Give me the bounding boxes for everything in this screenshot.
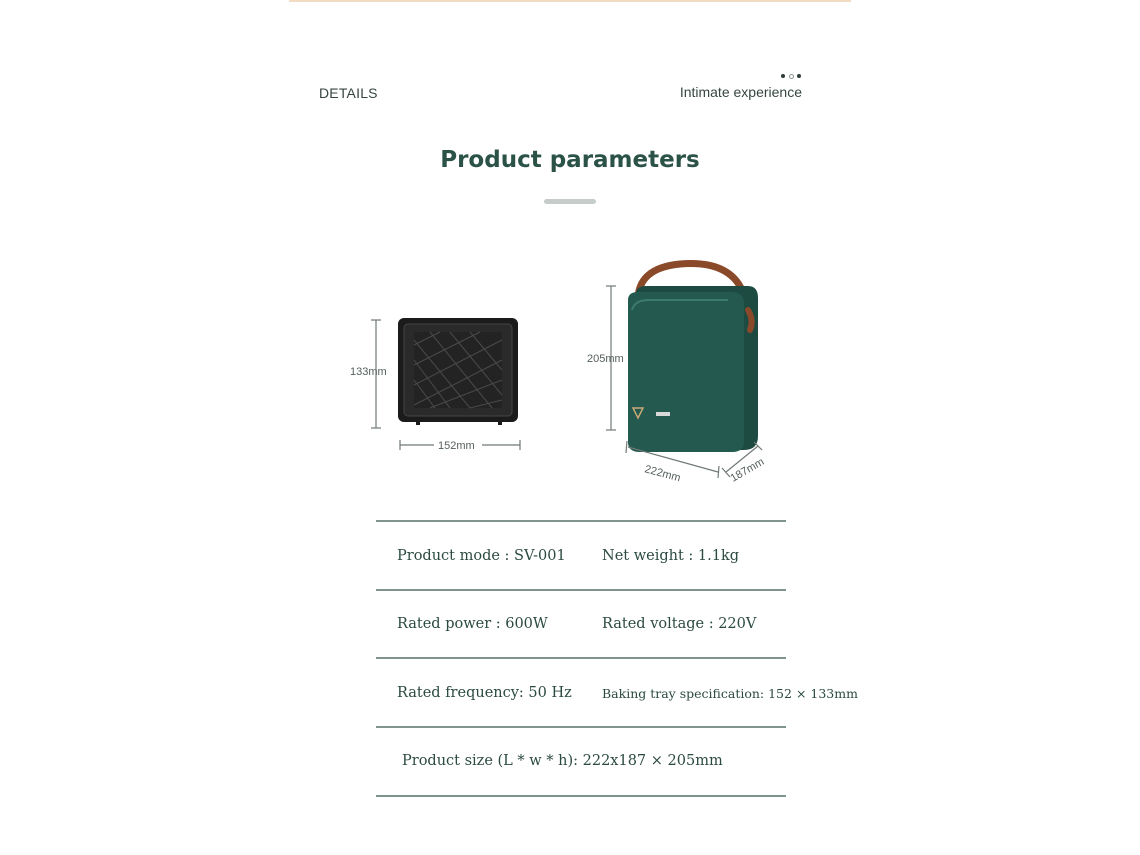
- product-illustration: [330, 250, 810, 500]
- body-height-label: 205mm: [587, 353, 624, 365]
- spec-product-mode: Product mode : SV-001: [397, 548, 566, 564]
- spec-net-weight: Net weight : 1.1kg: [602, 548, 740, 564]
- page-dot: [789, 74, 794, 79]
- spec-divider: [376, 657, 786, 659]
- spec-rated-power: Rated power : 600W: [397, 616, 548, 632]
- page-dot: [781, 74, 785, 78]
- spec-tray-size: Baking tray specification: 152 × 133mm: [602, 686, 858, 701]
- body-length-label: 222mm: [643, 463, 682, 485]
- title-underline: [544, 199, 596, 204]
- page-dot: [797, 74, 801, 78]
- spec-rated-voltage: Rated voltage : 220V: [602, 616, 757, 632]
- top-accent-bar: [289, 0, 851, 2]
- spec-product-size: Product size (L * w * h): 222x187 × 205mm: [402, 753, 723, 769]
- spec-rated-frequency: Rated frequency: 50 Hz: [397, 685, 572, 701]
- spec-divider: [376, 795, 786, 797]
- tagline: Intimate experience: [679, 84, 802, 100]
- spec-divider: [376, 726, 786, 728]
- sandwich-maker-image: [628, 264, 758, 452]
- spec-divider: [376, 520, 786, 522]
- tray-width-label: 152mm: [438, 440, 475, 452]
- section-label: DETAILS: [319, 85, 378, 101]
- page-title: Product parameters: [440, 147, 700, 173]
- spec-divider: [376, 589, 786, 591]
- tray-height-label: 133mm: [350, 366, 387, 378]
- baking-tray-image: [398, 318, 518, 425]
- body-depth-label: 187mm: [728, 455, 767, 485]
